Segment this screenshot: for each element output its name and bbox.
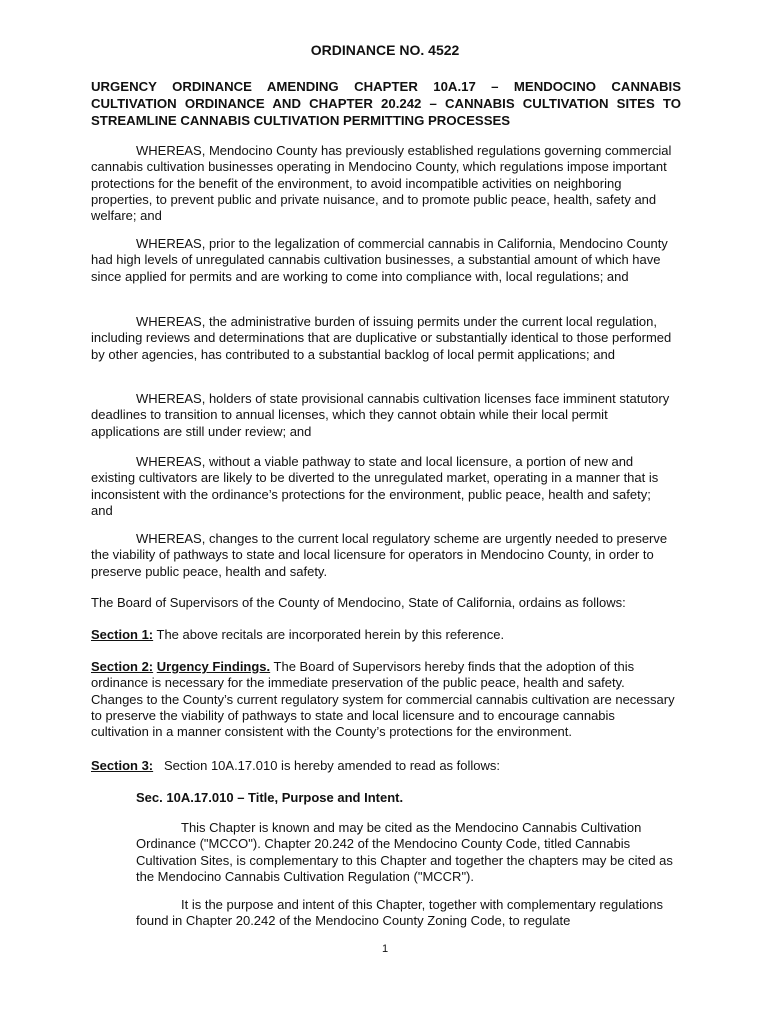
ordinance-heading: URGENCY ORDINANCE AMENDING CHAPTER 10A.17 – MENDOCINO CANNABIS CULTIVATION ORDINANCE AND CHAPTER 20.242 – CANNABIS CULTIVATION SITES TO STREAMLINE CANNABIS CULTIVATION PERMITTING PROCESSES	[91, 79, 681, 128]
section-2: Section 2: Urgency Findings. The Board of Supervisors hereby finds that the adoption of this ordinance is necessary for the immediate preservation of the public peace, health and safety. Changes to the County’s current regulatory system for commercial cannabis cultivation are necessary to preserve the viability of pathways to state and local licensure and to encourage cannabis cultivation in a manner consistent with the County’s protections for the environment.	[91, 659, 675, 740]
page-number: 1	[381, 943, 389, 955]
section-3: Section 3: Section 10A.17.010 is hereby amended to read as follows:	[91, 758, 501, 773]
whereas-paragraph: WHEREAS, changes to the current local regulatory scheme are urgently needed to preserve the viability of pathways to state and local licensure for operators in Mendocino County, in order to preserve public peace, health and safety.	[91, 531, 668, 579]
sec-paragraph: This Chapter is known and may be cited as the Mendocino Cannabis Cultivation Ordinance ("MCCO"). Chapter 20.242 of the Mendocino County Code, titled Cannabis Cultivation Sites, is complementary to this Chapter and together the chapters may be cited as the Mendocino Cannabis Cultivation Regulation ("MCCR").	[136, 820, 673, 884]
section-2-label: Section 2:	[91, 659, 154, 674]
section-2-title: Urgency Findings.	[156, 659, 271, 674]
section-1: Section 1: The above recitals are incorporated herein by this reference.	[91, 627, 505, 642]
sec-10a17010-heading: Sec. 10A.17.010 – Title, Purpose and Intent.	[136, 790, 404, 805]
whereas-paragraph: WHEREAS, the administrative burden of issuing permits under the current local regulation, including reviews and determinations that are duplicative or substantially identical to those performed by other agencies, has contributed to a substantial backlog of local permit applications; and	[91, 314, 672, 362]
section-1-label: Section 1:	[91, 627, 154, 642]
whereas-paragraph: WHEREAS, without a viable pathway to state and local licensure, a portion of new and existing cultivators are likely to be diverted to the unregulated market, operating in a manner that is inconsistent with the ordinance’s protections for the environment, public peace, health and safety; and	[91, 454, 659, 518]
section-3-label: Section 3:	[91, 758, 154, 773]
whereas-paragraph: WHEREAS, Mendocino County has previously established regulations governing commercial cannabis cultivation businesses operating in Mendocino County, which regulations impose important protections for the benefit of the environment, to avoid incompatible activities on neighboring properties, to prevent public and private nuisance, and to promote public peace, health, safety and welfare; and	[91, 143, 672, 224]
ordinance-number: ORDINANCE NO. 4522	[310, 42, 460, 58]
sec-paragraph: It is the purpose and intent of this Chapter, together with complementary regulations found in Chapter 20.242 of the Mendocino County Zoning Code, to regulate	[136, 897, 663, 929]
ordains-statement: The Board of Supervisors of the County of Mendocino, State of California, ordains as follows:	[91, 595, 626, 610]
whereas-paragraph: WHEREAS, prior to the legalization of commercial cannabis in California, Mendocino County had high levels of unregulated cannabis cultivation businesses, a substantial amount of which have since applied for permits and are working to come into compliance with, local regulations; and	[91, 236, 668, 284]
whereas-paragraph: WHEREAS, holders of state provisional cannabis cultivation licenses face imminent statutory deadlines to transition to annual licenses, which they cannot obtain while their local permit applications are still under review; and	[91, 391, 670, 439]
